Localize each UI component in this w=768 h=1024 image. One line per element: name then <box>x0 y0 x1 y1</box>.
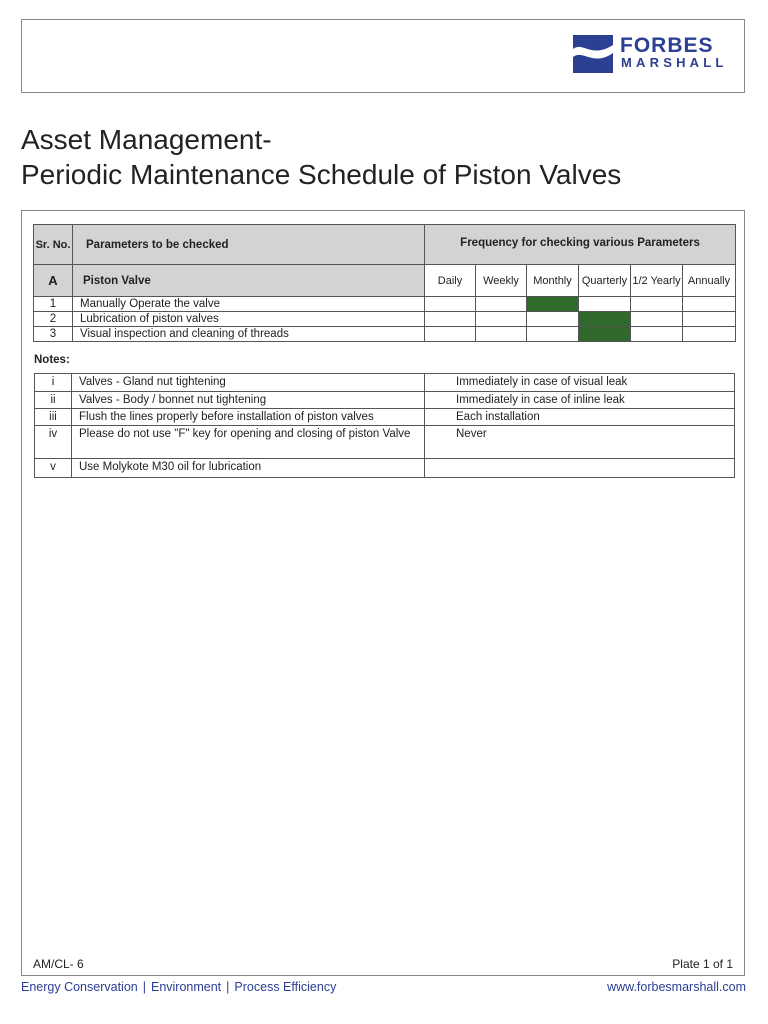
note-text: Flush the lines properly before installation of piston valves <box>72 409 425 426</box>
cell-daily <box>425 297 476 312</box>
cell-half-yearly <box>631 312 683 327</box>
note-text: Use Molykote M30 oil for lubrication <box>72 459 425 478</box>
note-row <box>35 374 735 392</box>
note-num: v <box>35 459 72 478</box>
note-num: i <box>35 374 72 392</box>
tagline-item: Process Efficiency <box>234 980 337 994</box>
logo-text-forbes: FORBES <box>620 34 714 57</box>
table-row <box>34 297 736 312</box>
title-line-2: Periodic Maintenance Schedule of Piston Valves <box>21 159 622 190</box>
row-param: Lubrication of piston valves <box>73 312 425 327</box>
tagline-item: Environment <box>150 980 222 994</box>
note-num: ii <box>35 392 72 409</box>
cell-annually <box>683 297 736 312</box>
row-param: Manually Operate the valve <box>73 297 425 312</box>
freq-monthly: Monthly <box>527 265 579 297</box>
notes-label: Notes: <box>34 354 70 366</box>
row-sr: 1 <box>34 297 73 312</box>
cell-annually <box>683 327 736 342</box>
row-sr: 3 <box>34 327 73 342</box>
cell-quarterly-marked <box>579 312 631 327</box>
cell-weekly <box>476 297 527 312</box>
section-sr: A <box>34 265 73 297</box>
cell-daily <box>425 327 476 342</box>
note-text: Valves - Gland nut tightening <box>72 374 425 392</box>
website-link[interactable]: www.forbesmarshall.com <box>607 980 746 994</box>
section-name: Piston Valve <box>73 265 425 297</box>
note-text: Valves - Body / bonnet nut tightening <box>72 392 425 409</box>
document-code: AM/CL- 6 <box>33 957 84 971</box>
maintenance-schedule-table <box>33 224 736 342</box>
note-frequency: Immediately in case of visual leak <box>425 374 735 392</box>
note-row <box>35 426 735 459</box>
row-param: Visual inspection and cleaning of threads <box>73 327 425 342</box>
section-row <box>34 265 736 297</box>
plate-number: Plate 1 of 1 <box>672 957 733 971</box>
note-row <box>35 459 735 478</box>
freq-weekly: Weekly <box>476 265 527 297</box>
tagline <box>21 980 336 994</box>
forbes-marshall-logo-icon <box>573 35 613 73</box>
note-frequency: Immediately in case of inline leak <box>425 392 735 409</box>
note-num: iv <box>35 426 72 459</box>
cell-monthly <box>527 327 579 342</box>
note-text: Please do not use "F" key for opening and closing of piston Valve <box>72 426 425 459</box>
row-sr: 2 <box>34 312 73 327</box>
page-title <box>21 122 621 192</box>
table-row <box>34 312 736 327</box>
note-row <box>35 392 735 409</box>
note-frequency: Each installation <box>425 409 735 426</box>
title-line-1: Asset Management- <box>21 124 272 155</box>
logo <box>573 35 733 75</box>
col-params-header: Parameters to be checked <box>73 225 425 265</box>
cell-weekly <box>476 312 527 327</box>
logo-text-marshall: MARSHALL <box>621 55 728 70</box>
tagline-item: Energy Conservation <box>21 980 138 994</box>
note-frequency: Never <box>425 426 735 459</box>
freq-daily: Daily <box>425 265 476 297</box>
note-num: iii <box>35 409 72 426</box>
cell-daily <box>425 312 476 327</box>
cell-half-yearly <box>631 327 683 342</box>
col-srno-header: Sr. No. <box>34 225 73 265</box>
schedule-header-row <box>34 225 736 265</box>
note-frequency <box>425 459 735 478</box>
cell-quarterly-marked <box>579 327 631 342</box>
note-row <box>35 409 735 426</box>
table-row <box>34 327 736 342</box>
cell-half-yearly <box>631 297 683 312</box>
cell-monthly <box>527 312 579 327</box>
notes-table <box>34 373 735 478</box>
freq-half-yearly: 1/2 Yearly <box>631 265 683 297</box>
cell-annually <box>683 312 736 327</box>
cell-weekly <box>476 327 527 342</box>
col-frequency-header: Frequency for checking various Parameters <box>425 225 736 265</box>
tagline-separator: | <box>142 980 146 994</box>
cell-quarterly <box>579 297 631 312</box>
cell-monthly-marked <box>527 297 579 312</box>
freq-quarterly: Quarterly <box>579 265 631 297</box>
tagline-separator: | <box>226 980 230 994</box>
freq-annually: Annually <box>683 265 736 297</box>
